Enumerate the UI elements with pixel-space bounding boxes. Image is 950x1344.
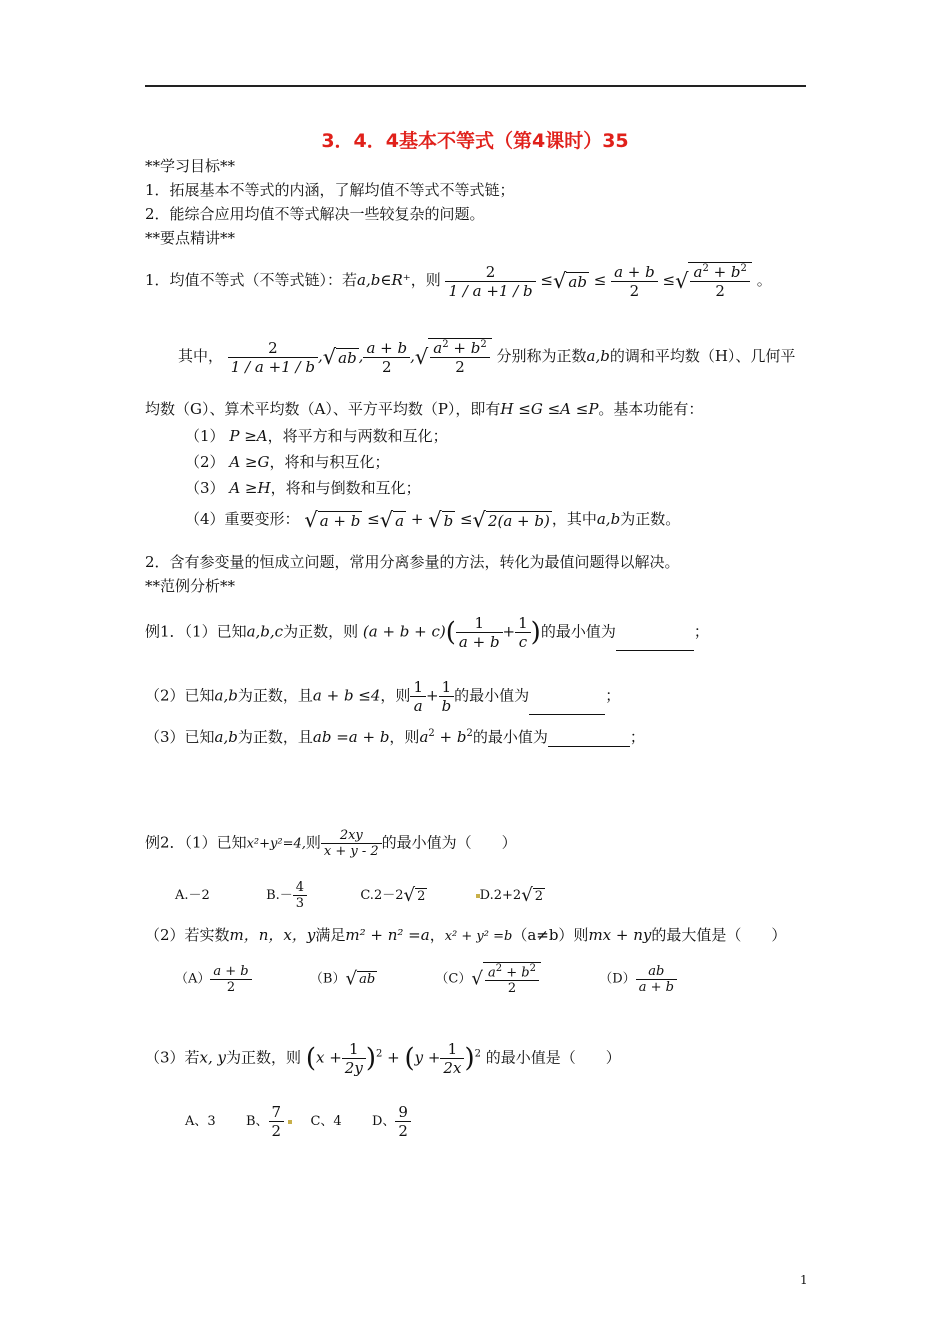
header-rule xyxy=(145,85,806,87)
page-number: 1 xyxy=(800,1273,808,1287)
example-2-q2: （2）若实数m，n，x，y满足m² + n² =a，x² + y² =b（a≠b）则mx + ny的最大值是（ ） xyxy=(145,926,787,944)
point-2: 2．含有参变量的恒成立问题，常用分离参量的方法，转化为最值问题得以解决。 xyxy=(145,553,680,571)
arithmetic-mean-fraction: $\frac{a + b}{2}$ xyxy=(611,263,658,300)
answer-blank[interactable] xyxy=(616,650,694,651)
example-1-q1: 例1．（1）已知a,b,c为正数，则 (a + b + c)( $\frac{1}{a + b}$ + $\frac{1}{c}$ )的最小值为 ； xyxy=(145,614,709,651)
harmonic-mean-fraction: $\frac{2}{1 / a +1 / b}$ xyxy=(445,263,535,300)
example-2-q3: （3）若x, y为正数，则 (x + $\frac{1}{2y}$ )$^2$ + (y + $\frac{1}{2x}$ )$^2$ 的最小值是（ ） xyxy=(145,1040,621,1077)
answer-blank[interactable] xyxy=(548,746,630,747)
goal-1: 1．拓展基本不等式的内涵，了解均值不等式不等式链； xyxy=(145,181,515,199)
point-1-line: 1．均值不等式（不等式链）：若a,b∈R⁺，则 $\frac{2}{1 / a +1 / b}$ ≤√ ab ≤ $\frac{a + b}{2}$ ≤√ $\frac{a^2 + b^2}{2}$ 。 xyxy=(145,262,772,300)
example-2-q1: 例2．（1）已知x²+y²=4,则 $\frac{2xy}{x + y - 2}$ 的最小值为（ ） xyxy=(145,828,517,859)
function-1: （1） P ≥A，将平方和与两数和互化； xyxy=(185,427,448,445)
stray-mark xyxy=(288,1120,292,1124)
function-3: （3） A ≥H，将和与倒数和互化； xyxy=(185,479,421,497)
means-definition-line: 其中， $\frac{2}{1 / a +1 / b}$ ,√ ab , $\frac{a + b}{2}$ ,√ $\frac{a^2 + b^2}{2}$ 分别称为正数a,b的调和平均数（H）、几何平 xyxy=(178,338,796,376)
goals-heading: **学习目标** xyxy=(145,157,236,175)
page-title: 3．4．4基本不等式（第4课时）35 xyxy=(321,130,629,152)
goal-2: 2．能综合应用均值不等式解决一些较复杂的问题。 xyxy=(145,205,485,223)
example-1-q3: （3）已知a,b为正数，且ab =a + b，则$a^2 + b^2$的最小值为 ； xyxy=(145,728,645,746)
example-1-q2: （2）已知a,b为正数，且a + b ≤4，则 $\frac{1}{a}$ + $\frac{1}{b}$ 的最小值为 ； xyxy=(145,678,621,715)
examples-heading: **范例分析** xyxy=(145,577,236,595)
means-chain-line: 均数（G）、算术平均数（A）、平方平均数（P），即有H ≤G ≤A ≤P。基本功能有： xyxy=(145,400,704,418)
points-heading: **要点精讲** xyxy=(145,229,236,247)
function-4: （4）重要变形： √ a + b ≤√ a + √ b ≤√ 2(a + b) ，其中a,b为正数。 xyxy=(185,508,681,532)
example-2-q1-options: A.－2 B.－ $\frac{4}{3}$ C.2－2√ 2 D.2+2√ 2 xyxy=(175,880,544,911)
function-2: （2） A ≥G，将和与积互化； xyxy=(185,453,390,471)
example-2-q3-options: A、3 B、 $\frac{7}{2}$ C、4 D、 $\frac{9}{2}$ xyxy=(185,1103,411,1140)
answer-blank[interactable] xyxy=(529,714,605,715)
example-2-q2-options: （A） $\frac{a + b}{2}$ （B）√ ab （C）√ $\frac{a^2 + b^2}{2}$ （D） $\frac{ab}{a + b}$ xyxy=(175,962,677,996)
